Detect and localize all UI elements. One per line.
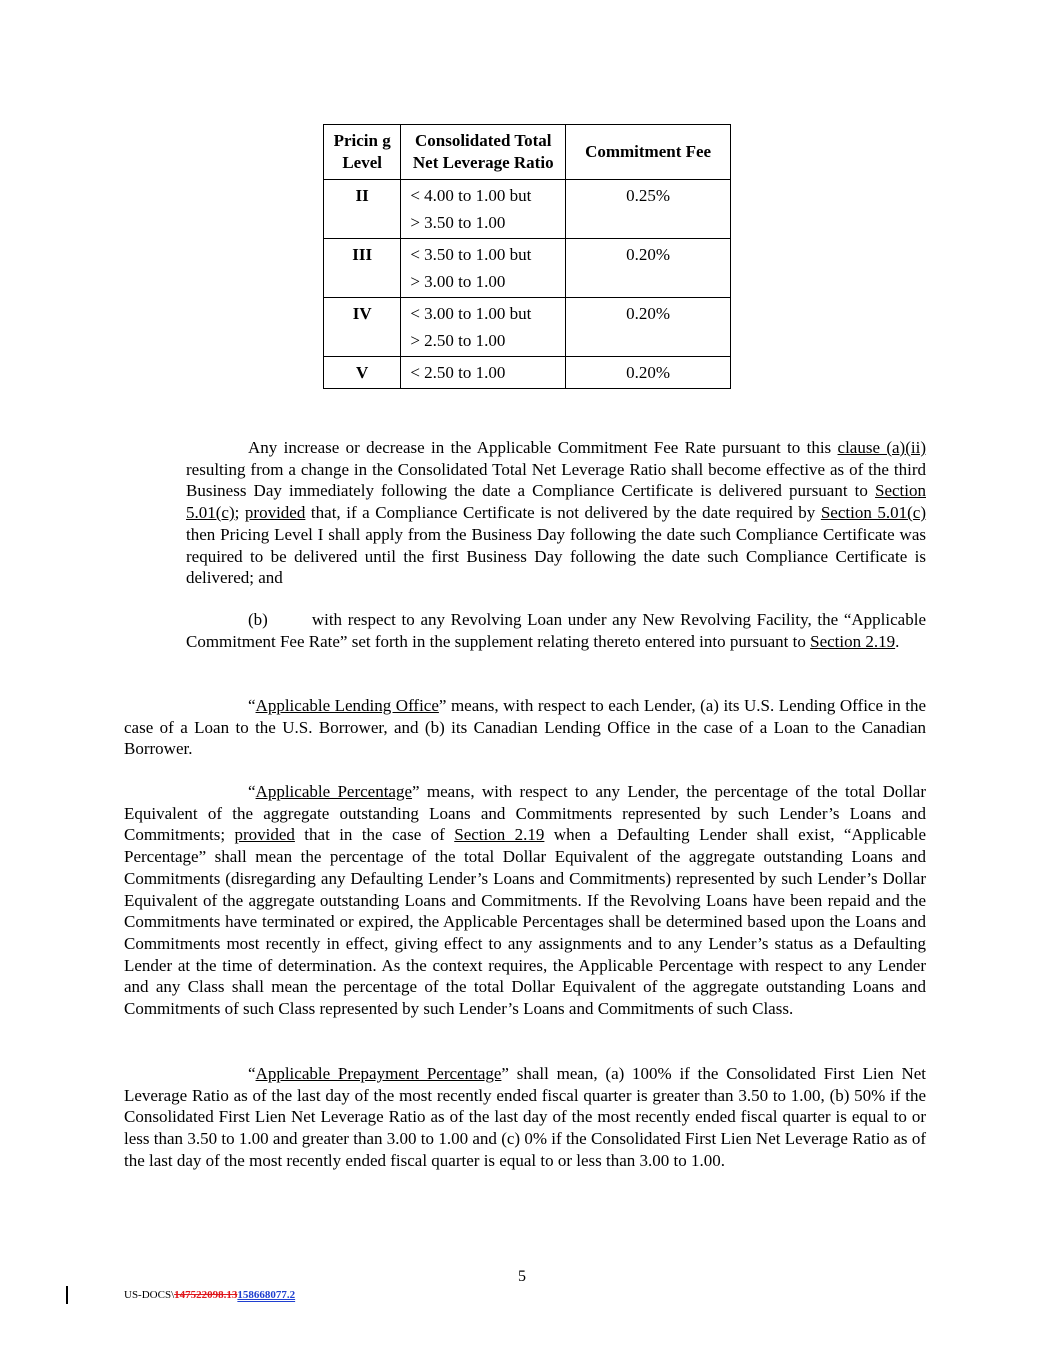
defined-term: Applicable Lending Office xyxy=(255,696,439,715)
section-reference: Section 5.01(c) xyxy=(820,503,927,523)
document-id xyxy=(124,1289,295,1301)
text-run: with respect to any Revolving Loan under any New Revolving Facility, the “Applicable Commitment Fee Rate” set forth in the supplement relating thereto entered into pursuant to xyxy=(186,610,926,651)
table-header-row xyxy=(324,125,731,180)
text-run: “ xyxy=(248,782,256,801)
pricing-level: V xyxy=(324,357,401,389)
commitment-fee: 0.20% xyxy=(566,357,731,389)
ratio-line: < 4.00 to 1.00 but xyxy=(410,186,532,205)
text-run: ” means, with respect to any Lender, the percentage of the total Dollar Equivalent of the aggregate outstanding Loans and Commitments represented by such Lender’s Loans and Commitments; xyxy=(124,782,926,845)
ratio-line: > 2.50 to 1.00 xyxy=(410,331,506,350)
text-run: “ xyxy=(248,696,256,715)
definition-applicable-prepayment-percentage xyxy=(124,1063,926,1172)
ratio-line: < 2.50 to 1.00 xyxy=(410,363,506,382)
definition-applicable-percentage xyxy=(124,781,926,1020)
text-run: resulting from a change in the Consolidated Total Net Leverage Ratio shall become effective as of the third Business Day immediately following the date a Compliance Certificate is delivered pursuant to xyxy=(186,459,926,501)
clause-label: (b) xyxy=(248,610,268,629)
pricing-level: II xyxy=(324,180,401,239)
leverage-ratio xyxy=(401,239,566,298)
ratio-line: < 3.00 to 1.00 but xyxy=(410,304,532,323)
text-run: ; xyxy=(234,503,245,523)
text-run: that in the case of xyxy=(294,825,455,845)
section-reference: Section 2.19 xyxy=(454,825,545,845)
defined-term: Applicable Prepayment Percentage xyxy=(255,1064,502,1083)
definition-applicable-lending-office xyxy=(124,695,926,760)
table-row xyxy=(324,180,731,239)
leverage-ratio xyxy=(401,298,566,357)
page-number: 5 xyxy=(518,1268,526,1285)
text-run: then Pricing Level I shall apply from the Business Day following the date such Compliance Certificate was required to be delivered until the first Business Day following the date such Compliance Certificate is delivered; and xyxy=(186,524,926,588)
text-run: that, if a Compliance Certificate is not delivered by the date required by xyxy=(305,503,821,523)
provided-term: provided xyxy=(234,825,295,845)
change-bar xyxy=(66,1286,68,1304)
commitment-fee: 0.20% xyxy=(566,239,731,298)
leverage-ratio xyxy=(401,180,566,239)
header-pricing-level: Pricin g Level xyxy=(324,125,401,180)
inserted-doc-number: 158668077.2 xyxy=(237,1289,296,1301)
paragraph-fee-rate-adjustment xyxy=(186,437,926,589)
pricing-level: IV xyxy=(324,298,401,357)
text-run: “ xyxy=(248,1064,256,1083)
leverage-ratio xyxy=(401,357,566,389)
text-run: when a Defaulting Lender shall exist, “Applicable Percentage” shall mean the percentage of the total Dollar Equivalent of the aggregate outstanding Loans and Commitments (disregarding any Defaulting Lender’s Loans and Commitments) represented by such Lender’s Dollar Equivalent of the aggregate outstanding Loans and Commitments. If the Revolving Loans have been repaid and the Commitments have terminated or expired, the Applicable Percentages shall be determined based upon the Loans and Commitments most recently in effect, giving effect to any assignments and to any Lender’s status as a Defaulting Lender at the time of determination. As the context requires, the Applicable Percentage with respect to any Lender and any Class shall mean the percentage of the total Dollar Equivalent of the aggregate outstanding Loans and Commitments of such Class represented by such Lender’s Loans and Commitments of such Class. xyxy=(124,825,927,1019)
text-run: ” means, with respect to each Lender, (a) its U.S. Lending Office in the case of a Loan to the U.S. Borrower, and (b) its Canadian Lending Office in the case of a Loan to the Canadian Borrower. xyxy=(124,696,927,759)
pricing-level: III xyxy=(324,239,401,298)
text-run: . xyxy=(895,631,900,651)
provided-term: provided xyxy=(244,503,306,523)
deleted-doc-number: 147522098.13 xyxy=(174,1289,238,1301)
table-row xyxy=(324,239,731,298)
header-leverage-ratio: Consolidated Total Net Leverage Ratio xyxy=(401,125,566,180)
section-reference: Section 5.01(c) xyxy=(186,481,926,523)
doc-prefix: US-DOCS\ xyxy=(124,1289,175,1301)
ratio-line: > 3.00 to 1.00 xyxy=(410,272,506,291)
text-run: Any increase or decrease in the Applicable Commitment Fee Rate pursuant to this xyxy=(248,438,838,457)
ratio-line: > 3.50 to 1.00 xyxy=(410,213,506,232)
table-row xyxy=(324,357,731,389)
header-commitment-fee: Commitment Fee xyxy=(566,125,731,180)
pricing-table xyxy=(323,124,731,389)
ratio-line: < 3.50 to 1.00 but xyxy=(410,245,532,264)
table-row xyxy=(324,298,731,357)
clause-reference: clause (a)(ii) xyxy=(837,438,926,457)
paragraph-clause-b xyxy=(186,609,926,652)
commitment-fee: 0.25% xyxy=(566,180,731,239)
defined-term: Applicable Percentage xyxy=(255,782,413,801)
commitment-fee: 0.20% xyxy=(566,298,731,357)
section-reference: Section 2.19 xyxy=(810,631,896,651)
text-run: ” shall mean, (a) 100% if the Consolidated First Lien Net Leverage Ratio as of the last day of the most recently ended fiscal quarter is greater than 3.50 to 1.00, (b) 50% if the Consolidated First Lien Net Leverage Ratio as of the last day of the most recently ended fiscal quarter is equal to or less than 3.50 to 1.00 and greater than 3.00 to 1.00 and (c) 0% if the Consolidated First Lien Net Leverage Ratio as of the last day of the most recently ended fiscal quarter is equal to or less than 3.00 to 1.00. xyxy=(124,1064,926,1170)
